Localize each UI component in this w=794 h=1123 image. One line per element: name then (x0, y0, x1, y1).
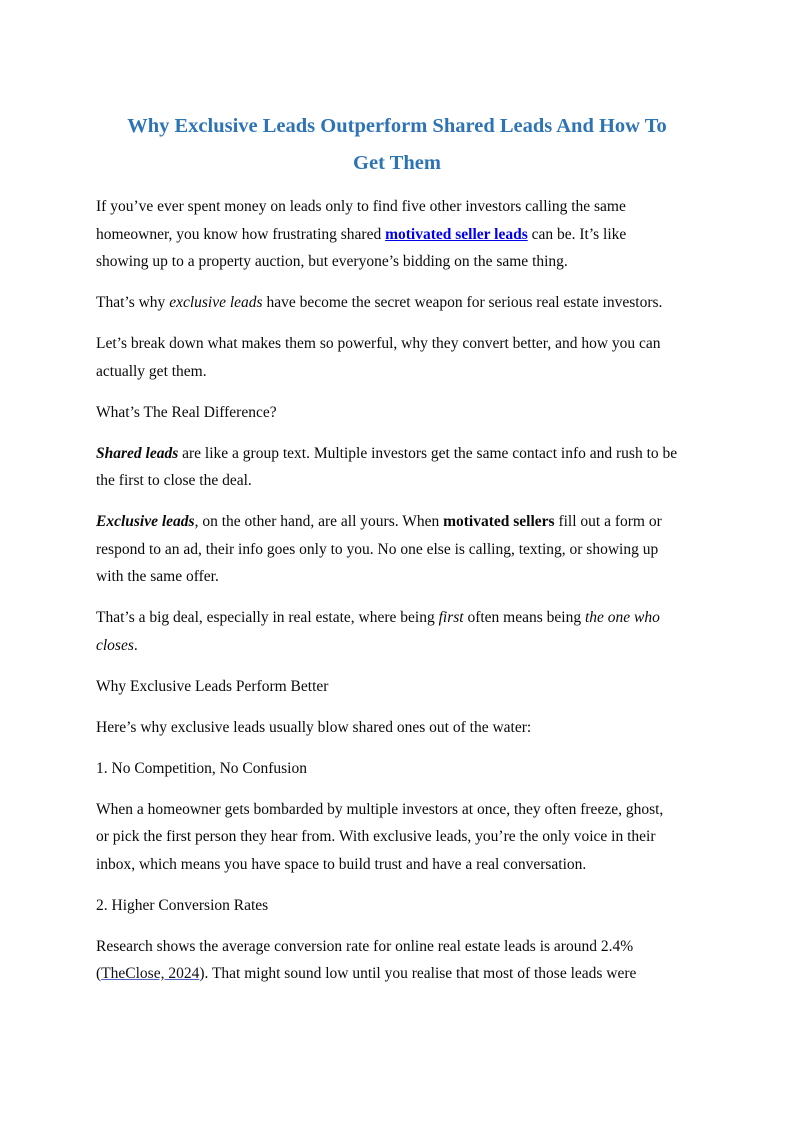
section-heading (96, 673, 698, 701)
paragraph (96, 330, 698, 385)
text-line (96, 467, 698, 495)
text-run: . (133, 636, 138, 654)
section-heading (96, 399, 698, 427)
text-run: If you’ve ever spent money on leads only to find five other investors calling the same (96, 198, 626, 215)
text-run: can be. It’s like (527, 225, 627, 243)
text-run: the first to close the deal. (96, 472, 252, 489)
text-line (96, 440, 698, 468)
text-line (96, 289, 698, 317)
text-run: When a homeowner gets bombarded by multiple investors at once, they often freeze, ghost, (96, 800, 664, 818)
text-run: homeowner, you know how frustrating shared (96, 225, 386, 243)
text-run: What’s The Real Difference? (96, 403, 277, 421)
paragraph (96, 508, 698, 591)
paragraph (96, 714, 698, 742)
text-line (96, 604, 698, 632)
text-line (96, 755, 698, 783)
paragraph (96, 604, 698, 659)
text-run: Research shows the average conversion rate for online real estate leads is around 2.4% (96, 937, 634, 955)
text-line (96, 508, 698, 536)
text-run: ( (96, 965, 102, 982)
text-line (96, 933, 698, 961)
text-run: Here’s why exclusive leads usually blow shared ones out of the water: (96, 718, 532, 736)
text-run: or pick the first person they hear from. With exclusive leads, you’re the only voice in their (96, 828, 656, 845)
text-run: Exclusive leads (96, 513, 195, 530)
text-line (96, 193, 698, 221)
text-run: Why Exclusive Leads Perform Better (96, 677, 329, 695)
text-line (96, 248, 698, 276)
text-line (96, 399, 698, 427)
text-run: with the same offer. (96, 568, 219, 585)
motivated-seller-leads-link[interactable]: motivated seller leads (385, 225, 528, 243)
text-run: That’s why (96, 294, 170, 311)
text-line (96, 823, 698, 851)
paragraph (96, 193, 698, 276)
text-line (96, 851, 698, 879)
text-run: often means being (463, 609, 585, 626)
text-run: , on the other hand, are all yours. When (194, 513, 444, 530)
text-line (96, 892, 698, 920)
section-heading (96, 892, 698, 920)
document-content (96, 193, 698, 988)
text-run: have become the secret weapon for serious real estate investors. (262, 294, 663, 311)
text-line (96, 221, 698, 249)
section-heading (96, 755, 698, 783)
text-run: are like a group text. Multiple investors get the same contact info and rush to be (178, 444, 678, 462)
theclose-citation-link[interactable]: TheClose, 2024 (101, 965, 200, 982)
text-run: respond to an ad, their info goes only to you. No one else is calling, texting, or showing up (96, 540, 659, 558)
paragraph (96, 933, 698, 988)
text-run: ). That might sound low until you realise that most of those leads were (199, 965, 637, 982)
text-run: closes (96, 636, 134, 654)
text-line (96, 960, 698, 988)
text-run: Shared leads (96, 444, 179, 462)
text-line (96, 714, 698, 742)
text-line (96, 632, 698, 660)
text-line (96, 673, 698, 701)
paragraph (96, 440, 698, 495)
text-run: actually get them. (96, 362, 207, 380)
text-line (96, 563, 698, 591)
text-run: fill out a form or (554, 513, 662, 530)
text-line (96, 536, 698, 564)
text-line (96, 330, 698, 358)
text-run: 1. No Competition, No Confusion (96, 759, 307, 777)
text-run: That’s a big deal, especially in real estate, where being (96, 609, 439, 626)
text-run: the one who (584, 609, 660, 626)
text-run: inbox, which means you have space to build trust and have a real conversation. (96, 855, 587, 873)
text-run: Let’s break down what makes them so powerful, why they convert better, and how you can (96, 335, 661, 352)
text-line (96, 796, 698, 824)
document-title-line-1: Why Exclusive Leads Outperform Shared Leads And How To (127, 115, 667, 137)
paragraph (96, 796, 698, 879)
paragraph (96, 289, 698, 317)
document-title (96, 108, 698, 182)
text-line (96, 358, 698, 386)
document-title-line-2: Get Them (353, 152, 441, 174)
text-run: exclusive leads (169, 294, 263, 311)
text-run: motivated sellers (443, 513, 555, 530)
text-run: 2. Higher Conversion Rates (96, 896, 269, 914)
text-run: first (438, 609, 464, 626)
text-run: showing up to a property auction, but everyone’s bidding on the same thing. (96, 253, 568, 270)
